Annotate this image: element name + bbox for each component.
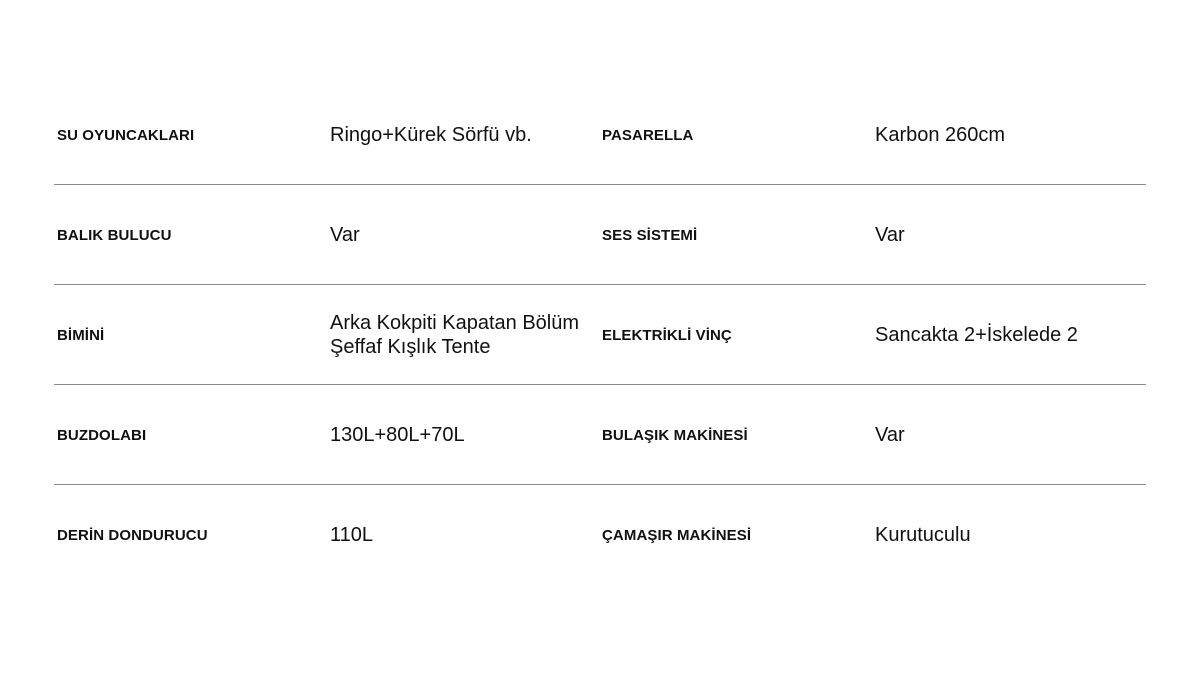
- spec-row: [54, 285, 1146, 385]
- spec-value-passerelle: Karbon 260cm: [875, 124, 1006, 146]
- spec-row: [54, 385, 1146, 485]
- spec-label-dishwasher: BULAŞIK MAKİNESİ: [602, 426, 748, 444]
- spec-label-refrigerator: BUZDOLABI: [57, 426, 147, 444]
- spec-row: [54, 85, 1146, 185]
- spec-label-washing-machine: ÇAMAŞIR MAKİNESİ: [602, 526, 752, 544]
- spec-label-water-toys: SU OYUNCAKLARI: [57, 126, 195, 144]
- spec-value-sound-system: Var: [875, 224, 905, 246]
- spec-value-bimini: [330, 285, 600, 385]
- spec-table: [54, 85, 1146, 585]
- spec-label-electric-winch: ELEKTRİKLİ VİNÇ: [602, 326, 732, 344]
- spec-row: [54, 485, 1146, 585]
- spec-label-passerelle: PASARELLA: [602, 126, 694, 144]
- spec-value-deep-freezer: 110L: [330, 524, 374, 546]
- spec-value-electric-winch: Sancakta 2+İskelede 2: [875, 324, 1078, 346]
- spec-value-fish-finder: Var: [330, 224, 360, 246]
- spec-value-bimini-line: Şeffaf Kışlık Tente: [330, 336, 491, 358]
- spec-value-water-toys: Ringo+Kürek Sörfü vb.: [330, 124, 532, 146]
- spec-value-dishwasher: Var: [875, 424, 905, 446]
- spec-value-refrigerator: 130L+80L+70L: [330, 424, 465, 446]
- spec-value-washing-machine: Kurutuculu: [875, 524, 971, 546]
- spec-label-sound-system: SES SİSTEMİ: [602, 226, 698, 244]
- spec-label-bimini: BİMİNİ: [57, 326, 105, 344]
- spec-label-deep-freezer: DERİN DONDURUCU: [57, 526, 208, 544]
- spec-value-bimini-line: Arka Kokpiti Kapatan Bölüm: [330, 312, 580, 334]
- spec-label-fish-finder: BALIK BULUCU: [57, 226, 172, 244]
- spec-row: [54, 185, 1146, 285]
